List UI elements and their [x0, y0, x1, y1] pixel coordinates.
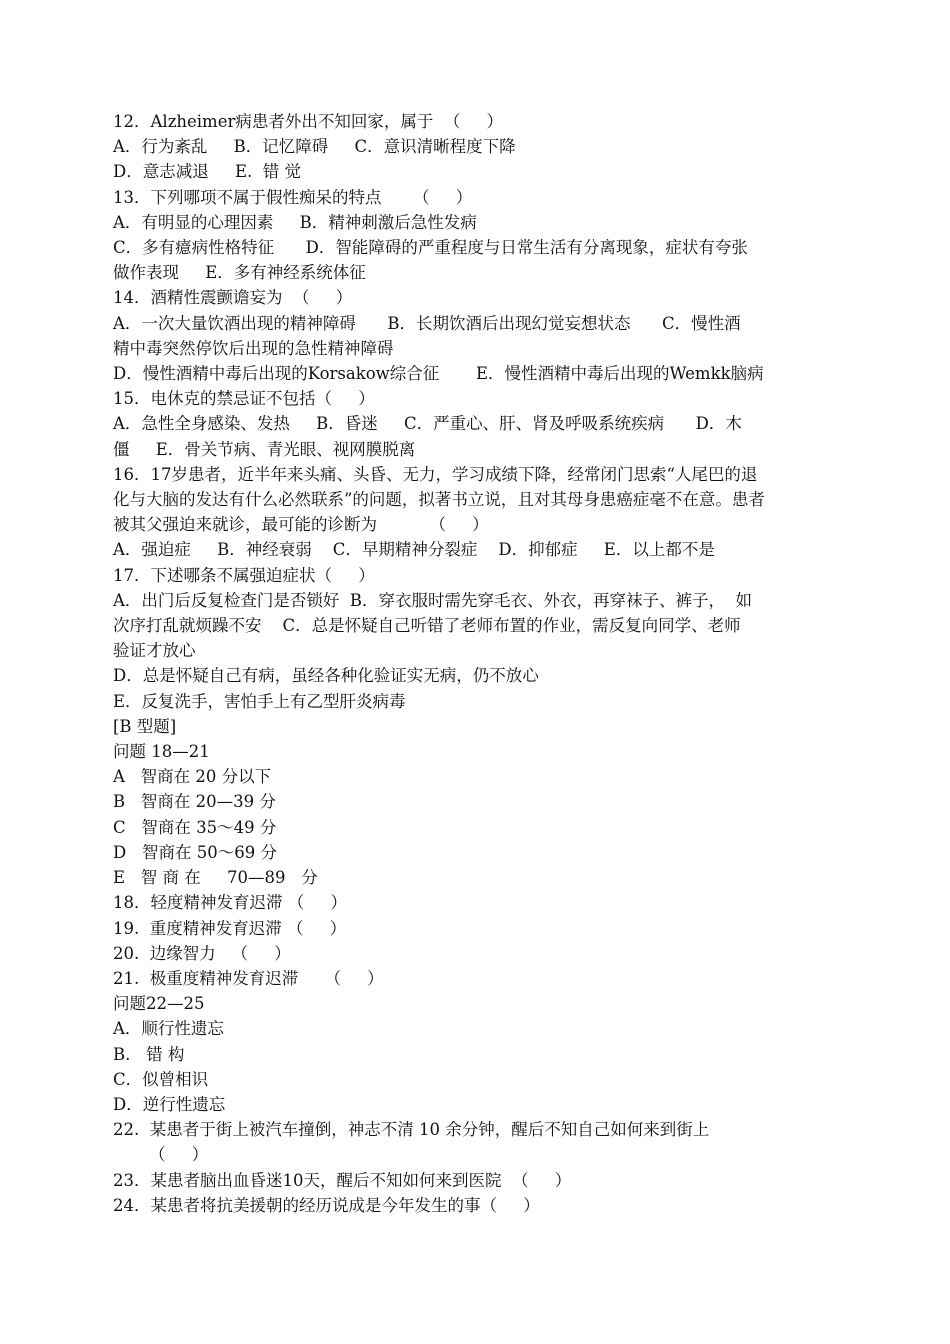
text-line: D．总是怀疑自己有病，虽经各种化验证实无病，仍不放心 [113, 666, 539, 686]
text-line: C．多有癔病性格特征 D．智能障碍的严重程度与日常生活有分离现象，症状有夸张 [113, 238, 748, 258]
text-line: 次序打乱就烦躁不安 C．总是怀疑自己听错了老师布置的作业，需反复向同学、老师 [113, 616, 741, 636]
text-line: A 智商在 20 分以下 [113, 767, 272, 787]
text-line: 17．下述哪条不属强迫症状（ ） [113, 565, 375, 585]
text-line: A．急性全身感染、发热 B．昏迷 C．严重心、肝、肾及呼吸系统疾病 D．木 [113, 414, 742, 434]
text-line: （ ） [149, 1145, 209, 1165]
text-line: 僵 E．骨关节病、青光眼、视网膜脱离 [113, 439, 416, 459]
text-line: D．慢性酒精中毒后出现的Korsakow综合征 E．慢性酒精中毒后出现的Wemkk脑病 [113, 364, 764, 384]
text-line: 验证才放心 [113, 641, 196, 661]
text-line: A．顺行性遗忘 [113, 1019, 224, 1039]
text-line: 精中毒突然停饮后出现的急性精神障碍 [113, 338, 394, 358]
text-line: 被其父强迫来就诊，最可能的诊断为 （ ） [113, 515, 489, 535]
text-line: B 智商在 20—39 分 [113, 792, 276, 812]
text-line: A．强迫症 B．神经衰弱 C．早期精神分裂症 D．抑郁症 E．以上都不是 [113, 540, 715, 560]
text-line: 问题 18—21 [113, 742, 210, 762]
text-line: 做作表现 E．多有神经系统体征 [113, 263, 366, 283]
text-line: A．行为紊乱 B．记忆障碍 C．意识清晰程度下降 [113, 137, 516, 157]
text-line: 20. 边缘智力 （ ） [113, 943, 291, 963]
text-line: C．似曾相识 [113, 1069, 209, 1089]
text-line: E．反复洗手，害怕手上有乙型肝炎病毒 [113, 691, 406, 711]
text-line: 19. 重度精神发育迟滞 （ ） [113, 918, 347, 938]
text-line: 18．轻度精神发育迟滞 （ ） [113, 893, 347, 913]
text-line: D 智商在 50～69 分 [113, 842, 277, 862]
text-line: D．意志减退 E. 错 觉 [113, 162, 301, 182]
text-line: D．逆行性遗忘 [113, 1094, 226, 1114]
text-line: 22. 某患者于街上被汽车撞倒，神志不清 10 余分钟，醒后不知自己如何来到街上 [113, 1120, 710, 1140]
text-line: 问题22—25 [113, 994, 205, 1014]
text-line: [B 型题] [113, 716, 177, 736]
text-line: A．有明显的心理因素 B．精神刺激后急性发病 [113, 212, 477, 232]
text-line: 13．下列哪项不属于假性痴呆的特点 （ ） [113, 187, 473, 207]
document-page [113, 109, 863, 1218]
text-line: 化与大脑的发达有什么必然联系”的问题，拟著书立说，且对其母身患癌症毫不在意。患者 [113, 490, 765, 510]
text-line: B. 错 构 [113, 1044, 185, 1064]
text-line: 21. 极重度精神发育迟滞 （ ） [113, 968, 384, 988]
text-line: C 智商在 35～49 分 [113, 817, 277, 837]
text-line: 23．某患者脑出血昏迷10天，醒后不知如何来到医院 （ ） [113, 1170, 572, 1190]
text-line: A．出门后反复检查门是否锁好 B．穿衣服时需先穿毛衣、外衣，再穿袜子、裤子， 如 [113, 590, 753, 610]
text-line: 15．电休克的禁忌证不包括（ ） [113, 389, 375, 409]
text-line: 14．酒精性震颤谵妄为 （ ） [113, 288, 353, 308]
text-line: A．一次大量饮酒出现的精神障碍 B．长期饮酒后出现幻觉妄想状态 C．慢性酒 [113, 313, 741, 333]
text-line: 16．17岁患者，近半年来头痛、头昏、无力，学习成绩下降，经常闭门思索“人尾巴的退 [113, 464, 758, 484]
text-line: E 智 商 在 70—89 分 [113, 868, 318, 888]
text-line: 24．某患者将抗美援朝的经历说成是今年发生的事（ ） [113, 1195, 540, 1215]
text-line: 12．Alzheimer病患者外出不知回家，属于 （ ） [113, 112, 504, 131]
